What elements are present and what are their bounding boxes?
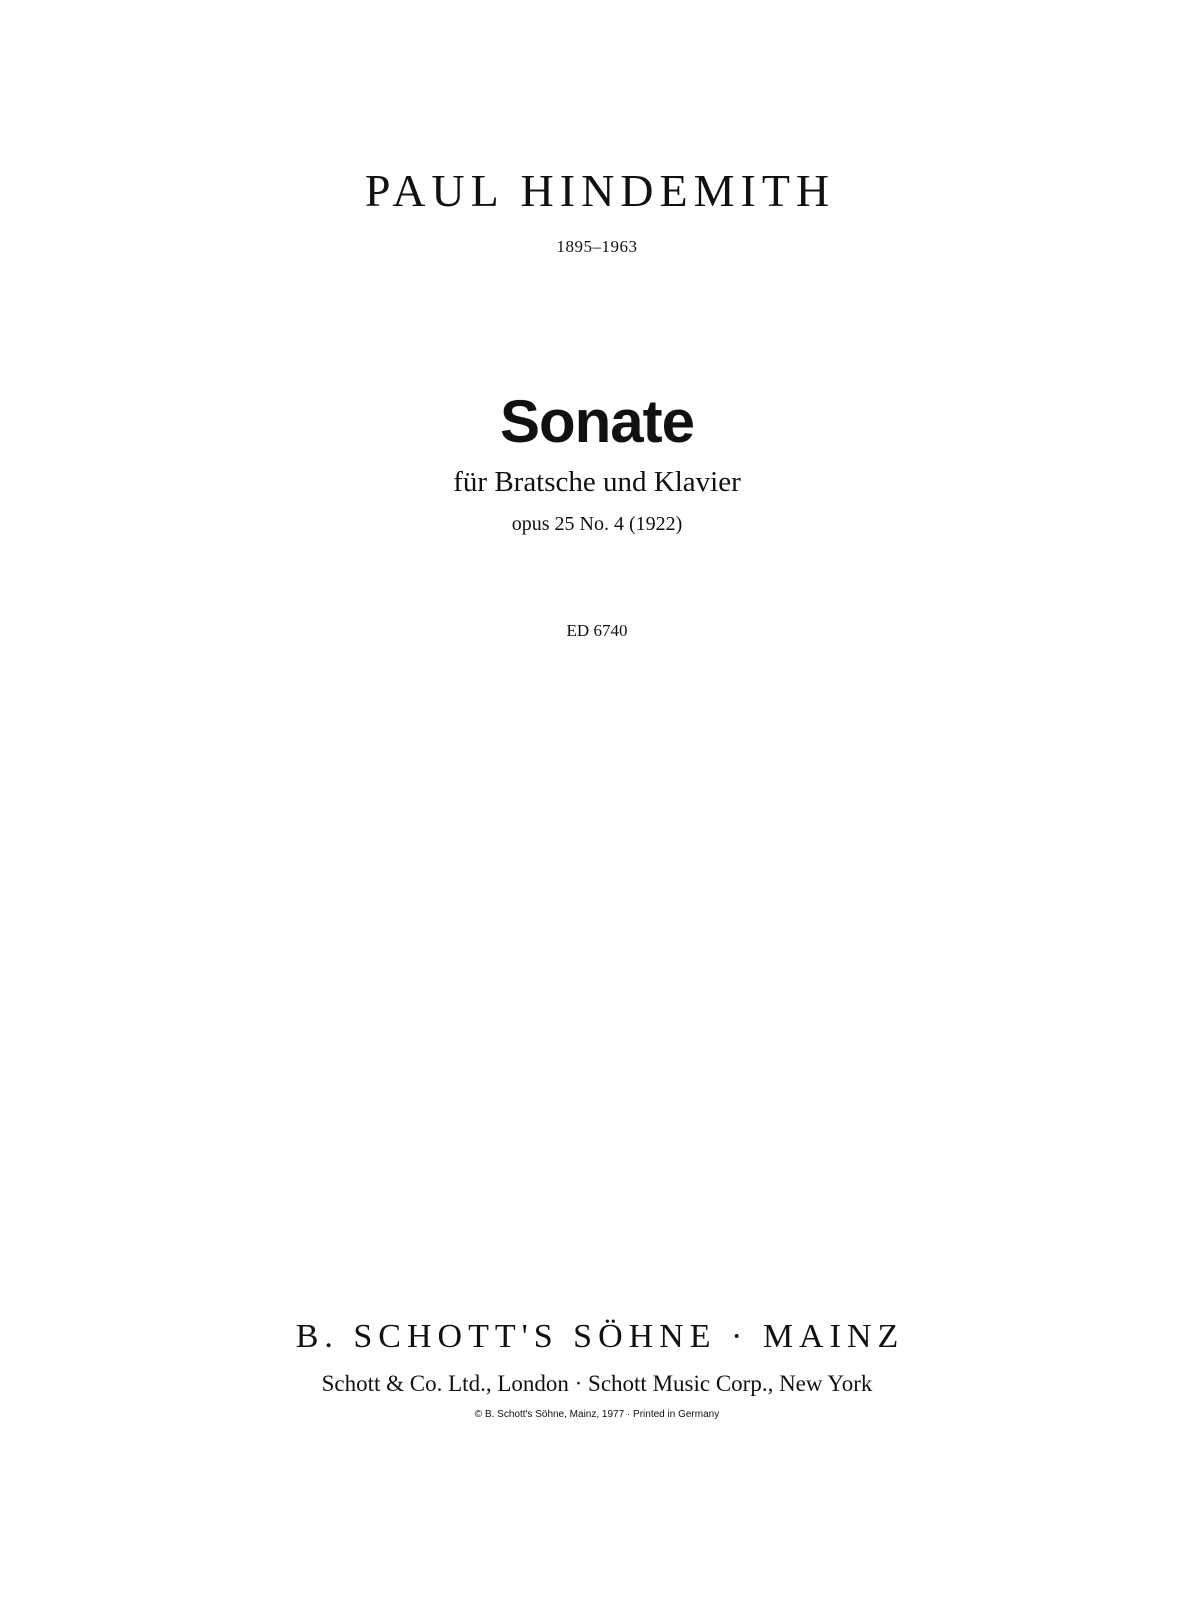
copyright-notice: © B. Schott's Söhne, Mainz, 1977 · Printed in Germany: [474, 1409, 720, 1420]
composer-life-dates: 1895–1963: [556, 237, 638, 256]
publisher-name: B. SCHOTT'S SÖHNE · MAINZ: [295, 1318, 905, 1355]
edition-number: ED 6740: [566, 621, 628, 640]
composer-name: PAUL HINDEMITH: [364, 165, 836, 216]
publisher-branches: Schott & Co. Ltd., London · Schott Music Corp., New York: [321, 1371, 873, 1396]
work-title: Sonate: [499, 388, 695, 455]
opus-number: opus 25 No. 4 (1922): [511, 513, 683, 535]
work-subtitle: für Bratsche und Klavier: [453, 466, 741, 498]
